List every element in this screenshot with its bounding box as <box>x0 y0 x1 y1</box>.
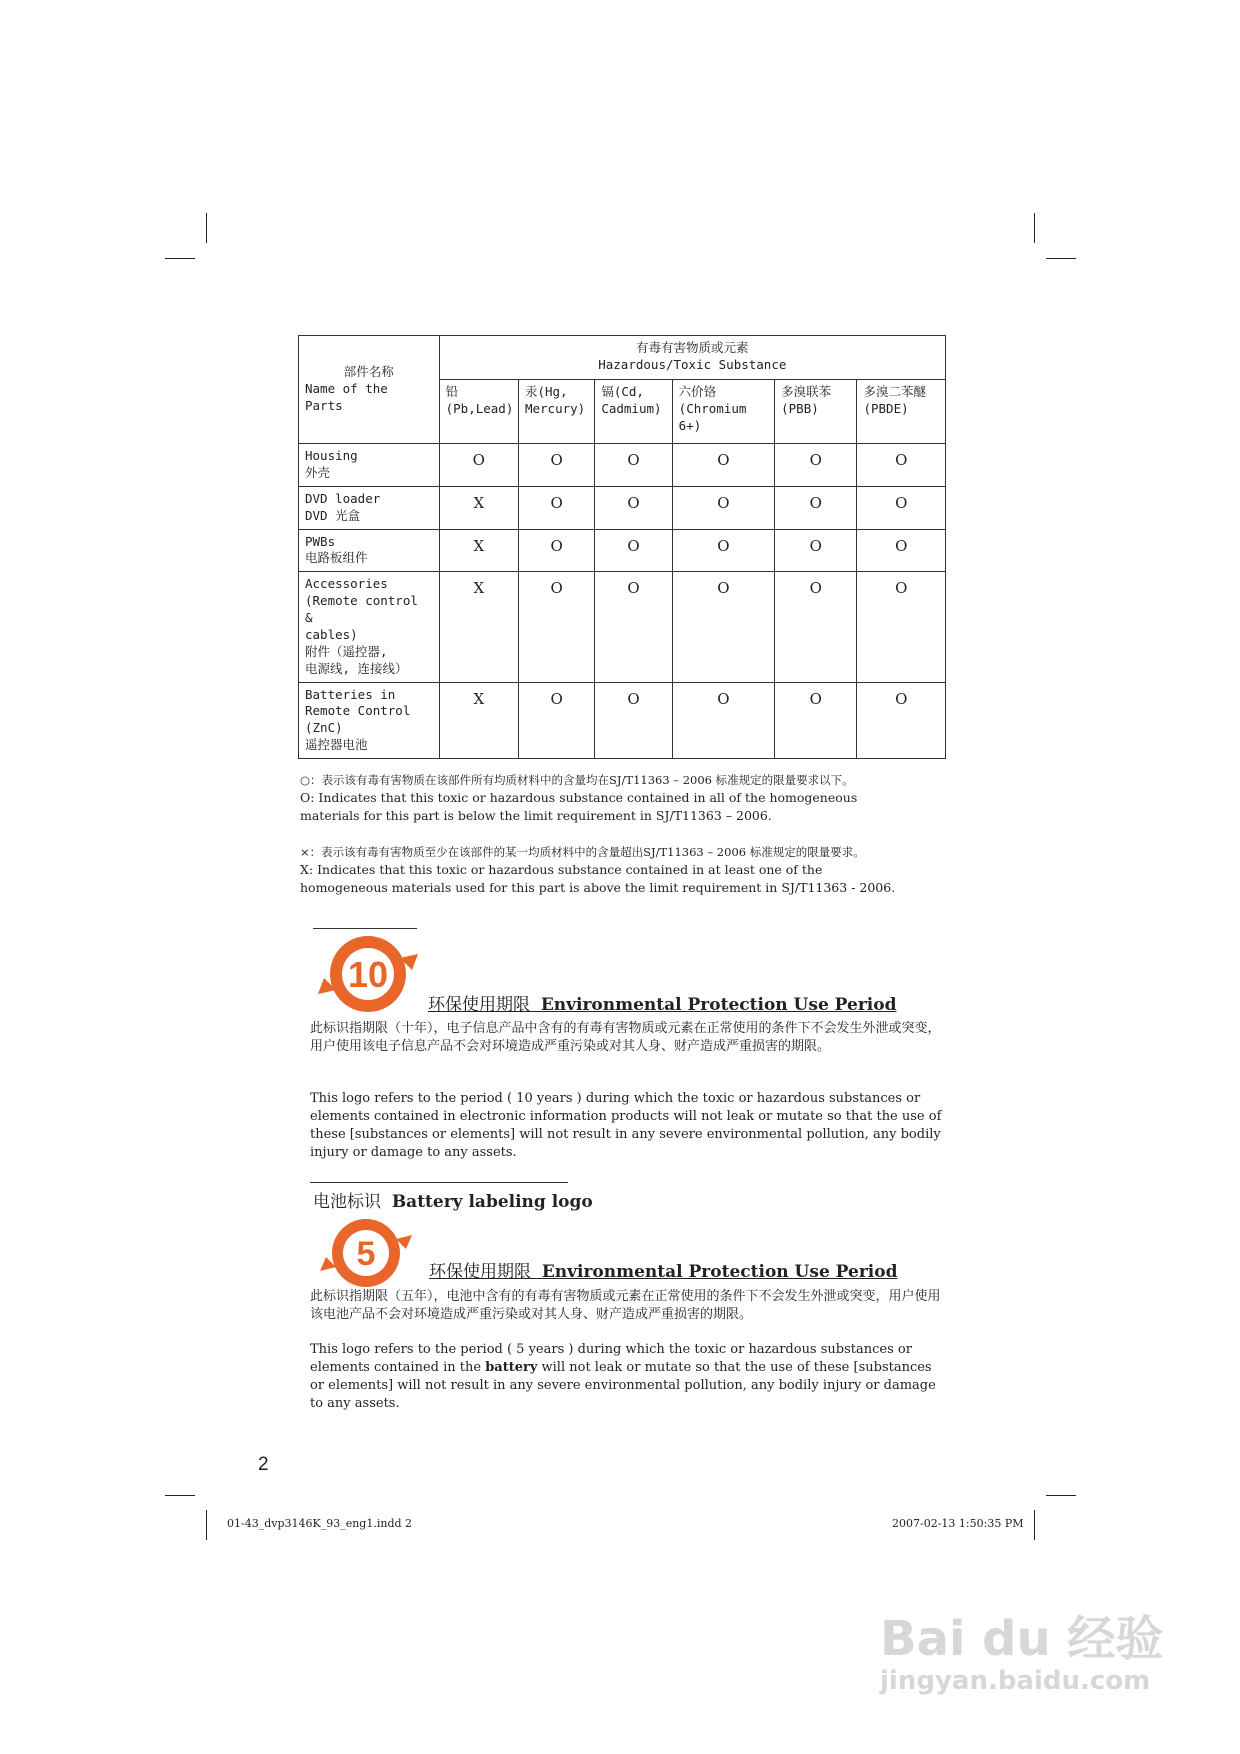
part-name <box>299 486 440 529</box>
mark-cell: O <box>672 529 774 572</box>
substance-header <box>439 380 518 444</box>
mark-cell: O <box>672 572 774 682</box>
part-name <box>299 572 440 682</box>
part-line: PWBs <box>305 533 336 549</box>
epup-10-logo-icon <box>316 932 420 1014</box>
part-line: Remote Control <box>305 703 411 719</box>
mark-cell: O <box>518 486 594 529</box>
table-row <box>299 529 946 572</box>
parts-header <box>299 336 440 444</box>
mark-cell: O <box>775 486 857 529</box>
page-number: 2 <box>258 1454 269 1475</box>
mark-cell: O <box>857 444 946 487</box>
parts-header-en: Name of the Parts <box>305 381 388 413</box>
substance-header <box>518 380 594 444</box>
part-line: 附件（遥控器, <box>305 643 388 659</box>
substance-header <box>672 380 774 444</box>
footer-right: 2007-02-13 1:50:35 PM <box>892 1517 1024 1530</box>
o-note <box>300 771 980 825</box>
substance-en: Cadmium) <box>601 400 662 416</box>
part-line: (Remote control & <box>305 593 418 625</box>
crop-mark <box>1046 1495 1076 1496</box>
crop-mark <box>206 213 207 243</box>
substance-group-header-en: Hazardous/Toxic Substance <box>598 356 787 372</box>
part-line: Accessories <box>305 576 388 592</box>
part-line: Batteries in <box>305 686 396 702</box>
part-line: cables) <box>305 626 358 642</box>
logo-number: 5 <box>356 1235 376 1273</box>
substance-header <box>857 380 946 444</box>
x-note-en-1: X: Indicates that this toxic or hazardous substance contained in at least one of the <box>300 862 823 877</box>
table-row <box>299 682 946 759</box>
mark-cell: X <box>439 486 518 529</box>
part-name <box>299 529 440 572</box>
mark-cell: O <box>439 444 518 487</box>
substance-group-header <box>439 336 945 380</box>
part-line: 外壳 <box>305 464 331 480</box>
epup-5-logo-icon <box>318 1215 414 1289</box>
substance-cn: 镉(Cd, <box>601 384 644 399</box>
substance-en: (PBDE) <box>863 400 909 416</box>
watermark-logo: Bai du 经验 <box>880 1611 1164 1667</box>
mark-cell: O <box>595 529 672 572</box>
mark-cell: O <box>857 572 946 682</box>
table-row <box>299 444 946 487</box>
footer-left: 01-43_dvp3146K_93_eng1.indd 2 <box>227 1517 413 1530</box>
mark-cell: O <box>857 486 946 529</box>
x-note <box>300 843 980 897</box>
watermark-url: jingyan.baidu.com <box>880 1666 1151 1696</box>
substance-en: (Chromium 6+) <box>678 400 747 433</box>
hazardous-substance-table <box>298 335 946 759</box>
mark-cell: O <box>775 572 857 682</box>
section-rule <box>310 1182 568 1183</box>
mark-cell: O <box>672 486 774 529</box>
battery-para-en <box>310 1341 942 1413</box>
mark-cell: O <box>518 572 594 682</box>
substance-en: (PBB) <box>781 400 819 416</box>
mark-cell: O <box>595 486 672 529</box>
epup-10-para-en: This logo refers to the period ( 10 years ) during which the toxic or hazardous substances or elements contained in electronic information products will not leak or mutate so that the use of these [substances or elements] will not result in any severe environmental pollution, any bodily injury or damage to any assets. <box>310 1091 942 1160</box>
mark-cell: O <box>672 444 774 487</box>
mark-cell: O <box>857 529 946 572</box>
crop-mark <box>165 1495 195 1496</box>
substance-header <box>775 380 857 444</box>
o-note-en-2: materials for this part is below the limit requirement in SJ/T11363 – 2006. <box>300 808 772 823</box>
epup-5-title-cn: 环保使用期限 <box>429 1262 531 1282</box>
part-line: 电源线, 连接线） <box>305 660 408 676</box>
battery-heading-en: Battery labeling logo <box>391 1192 593 1212</box>
substance-en: Mercury) <box>524 400 586 416</box>
battery-heading-cn: 电池标识 <box>313 1192 381 1212</box>
part-name <box>299 682 440 759</box>
substance-cn: 多溴二苯醚 <box>863 384 926 399</box>
mark-cell: O <box>518 682 594 759</box>
crop-mark <box>206 1510 207 1540</box>
part-line: 遥控器电池 <box>305 737 368 753</box>
substance-header <box>595 380 672 444</box>
mark-cell: O <box>775 529 857 572</box>
mark-cell: O <box>518 529 594 572</box>
mark-cell: O <box>775 682 857 759</box>
mark-cell: O <box>595 444 672 487</box>
mark-cell: X <box>439 682 518 759</box>
mark-cell: O <box>857 682 946 759</box>
epup-5-title-en: Environmental Protection Use Period <box>541 1262 898 1282</box>
epup-10-title-en: Environmental Protection Use Period <box>540 995 897 1015</box>
x-note-en-2: homogeneous materials used for this part is above the limit requirement in SJ/T11363 - 2006. <box>300 880 896 895</box>
substance-cn: 六价铬 <box>678 384 717 399</box>
mark-cell: O <box>775 444 857 487</box>
substance-cn: 汞(Hg, <box>524 384 568 399</box>
part-line: (ZnC) <box>305 720 343 736</box>
crop-mark <box>1046 258 1076 259</box>
mark-cell: X <box>439 572 518 682</box>
mark-cell: X <box>439 529 518 572</box>
part-line: DVD 光盒 <box>305 507 361 523</box>
substance-en: (Pb,Lead) <box>445 400 514 416</box>
epup-10-title <box>428 990 896 1015</box>
table-row <box>299 486 946 529</box>
part-line: DVD loader <box>305 490 381 506</box>
epup-10-title-cn: 环保使用期限 <box>428 995 530 1015</box>
parts-header-cn: 部件名称 <box>343 364 394 380</box>
o-note-cn: ○：表示该有毒有害物质在该部件所有均质材料中的含量均在SJ/T11363 – 2006 标准规定的限量要求以下。 <box>300 773 854 787</box>
epup-5-title <box>429 1257 897 1282</box>
substance-cn: 铅 <box>445 384 459 399</box>
mark-cell: O <box>595 572 672 682</box>
battery-heading <box>313 1187 593 1212</box>
substance-cn: 多溴联苯 <box>781 384 832 399</box>
epup-10-para-cn: 此标识指期限（十年），电子信息产品中含有的有毒有害物质或元素在正常使用的条件下不会发生外泄或突变，用户使用该电子信息产品不会对环境造成严重污染或对其人身、财产造成严重损害的期限。 <box>310 1021 941 1054</box>
battery-para-cn: 此标识指期限（五年），电池中含有的有毒有害物质或元素在正常使用的条件下不会发生外泄或突变，用户使用该电池产品不会对环境造成严重污染或对其人身、财产造成严重损害的期限。 <box>310 1289 941 1322</box>
crop-mark <box>1034 1510 1035 1540</box>
battery-para-en-2: will not leak or mutate so that the use of these [substances or elements] will not result in any severe environmental pollution, any bodily injury or damage to any assets. <box>310 1360 936 1411</box>
logo-number: 10 <box>347 954 389 995</box>
mark-cell: O <box>672 682 774 759</box>
crop-mark <box>165 258 195 259</box>
battery-para-en-1: This logo refers to the period ( 5 years ) during which the toxic or hazardous substances or elements contained in the <box>310 1342 912 1375</box>
mark-cell: O <box>518 444 594 487</box>
battery-para-en-bold: battery <box>485 1360 538 1375</box>
x-note-cn: ×：表示该有毒有害物质至少在该部件的某一均质材料中的含量超出SJ/T11363 – 2006 标准规定的限量要求。 <box>300 845 865 859</box>
part-name <box>299 444 440 487</box>
substance-group-header-cn: 有毒有害物质或元素 <box>636 340 749 355</box>
table-row <box>299 572 946 682</box>
part-line: Housing <box>305 448 358 463</box>
section-rule <box>313 928 417 929</box>
mark-cell: O <box>595 682 672 759</box>
part-line: 电路板组件 <box>305 550 368 566</box>
o-note-en-1: O: Indicates that this toxic or hazardous substance contained in all of the homogeneous <box>300 790 858 805</box>
crop-mark <box>1034 213 1035 243</box>
